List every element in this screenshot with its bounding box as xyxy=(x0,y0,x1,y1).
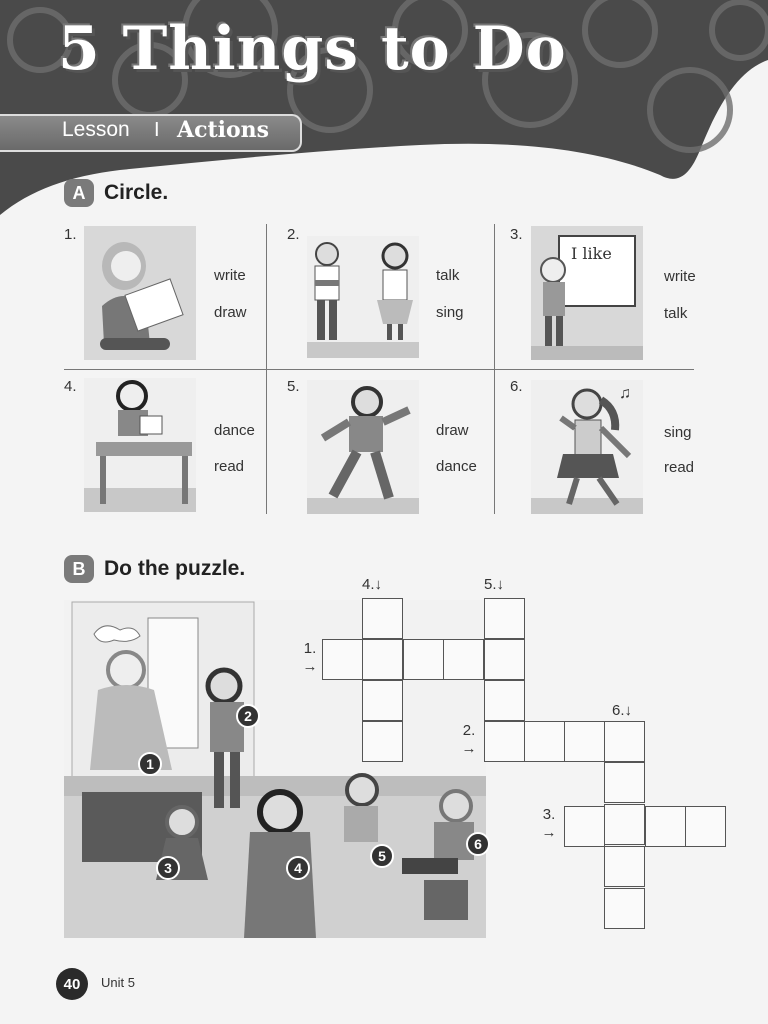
scene-badge: 1 xyxy=(138,752,162,776)
choice-word[interactable]: talk xyxy=(664,305,688,322)
section-b-title: Do the puzzle. xyxy=(104,557,246,580)
clue-5-marker: 5.↓ xyxy=(484,576,505,593)
crossword-cell[interactable] xyxy=(604,846,645,887)
crossword-cell[interactable] xyxy=(484,680,525,721)
item-number: 3. xyxy=(510,226,523,243)
page-number: 40 xyxy=(56,968,88,1000)
scene-badge: 6 xyxy=(466,832,490,856)
crossword-cell[interactable] xyxy=(362,680,403,721)
arrow-down-icon: ↓ xyxy=(624,702,633,719)
scene-badge: 5 xyxy=(370,844,394,868)
item-number: 5. xyxy=(287,378,300,395)
arrow-right-icon: → xyxy=(302,658,318,675)
clue-2-marker: 2. → xyxy=(461,722,477,757)
board-text: I like xyxy=(571,244,612,263)
section-a-badge: A xyxy=(64,179,94,207)
choice-word[interactable]: sing xyxy=(664,424,692,441)
clue-3-marker: 3. → xyxy=(541,806,557,841)
crossword-cell[interactable] xyxy=(604,804,645,845)
scene-badge: 3 xyxy=(156,856,180,880)
lesson-name: Actions xyxy=(177,117,270,143)
boy-reading-at-desk-picture xyxy=(84,378,196,512)
arrow-down-icon: ↓ xyxy=(374,576,383,593)
crossword-cell[interactable] xyxy=(322,639,363,680)
grid-divider xyxy=(64,369,694,370)
section-b-badge: B xyxy=(64,555,94,583)
crossword-cell[interactable] xyxy=(604,721,645,762)
crossword-cell[interactable] xyxy=(685,806,726,847)
crossword-cell[interactable] xyxy=(645,806,686,847)
page-title: 5 Things to Do xyxy=(58,14,567,84)
crossword-cell[interactable] xyxy=(403,639,444,680)
section-a-title: Circle. xyxy=(104,181,169,204)
choice-word[interactable]: draw xyxy=(436,422,469,439)
crossword-cell[interactable] xyxy=(484,721,525,762)
girl-drawing-picture xyxy=(84,226,196,360)
scene-badge: 2 xyxy=(236,704,260,728)
crossword-cell[interactable] xyxy=(484,639,525,680)
lesson-separator: I xyxy=(154,119,160,141)
choice-word[interactable]: read xyxy=(214,458,245,475)
crossword-cell[interactable] xyxy=(362,639,403,680)
item-number: 1. xyxy=(64,226,77,243)
crossword-cell[interactable] xyxy=(484,598,525,639)
item-number: 2. xyxy=(287,226,300,243)
arrow-right-icon: → xyxy=(461,740,477,757)
choice-word[interactable]: read xyxy=(664,459,695,476)
choice-word[interactable]: draw xyxy=(214,304,247,321)
choice-word[interactable]: write xyxy=(664,268,696,285)
unit-label: Unit 5 xyxy=(101,975,135,990)
crossword-cell[interactable] xyxy=(362,721,403,762)
clue-4-marker: 4.↓ xyxy=(362,576,383,593)
crossword-cell[interactable] xyxy=(443,639,484,680)
clue-6-marker: 6.↓ xyxy=(612,702,633,719)
lesson-label: Lesson xyxy=(62,118,130,141)
choice-word[interactable]: write xyxy=(214,267,246,284)
crossword-cell[interactable] xyxy=(604,888,645,929)
girl-singing-picture xyxy=(531,380,643,514)
choice-word[interactable]: sing xyxy=(436,304,464,321)
choice-word[interactable]: dance xyxy=(436,458,477,475)
arrow-down-icon: ↓ xyxy=(496,576,505,593)
item-number: 4. xyxy=(64,378,77,395)
scene-badge: 4 xyxy=(286,856,310,880)
crossword-cell[interactable] xyxy=(564,721,605,762)
crossword-cell[interactable] xyxy=(524,721,565,762)
crossword-cell[interactable] xyxy=(362,598,403,639)
boy-and-girl-talking-picture xyxy=(307,236,419,358)
svg-text:♫: ♫ xyxy=(619,385,631,402)
clue-1-marker: 1. → xyxy=(302,640,318,675)
choice-word[interactable]: dance xyxy=(214,422,255,439)
boy-dancing-picture xyxy=(307,380,419,514)
choice-word[interactable]: talk xyxy=(436,267,460,284)
arrow-right-icon: → xyxy=(541,824,557,841)
crossword-cell[interactable] xyxy=(564,806,605,847)
crossword-cell[interactable] xyxy=(604,762,645,803)
item-number: 6. xyxy=(510,378,523,395)
